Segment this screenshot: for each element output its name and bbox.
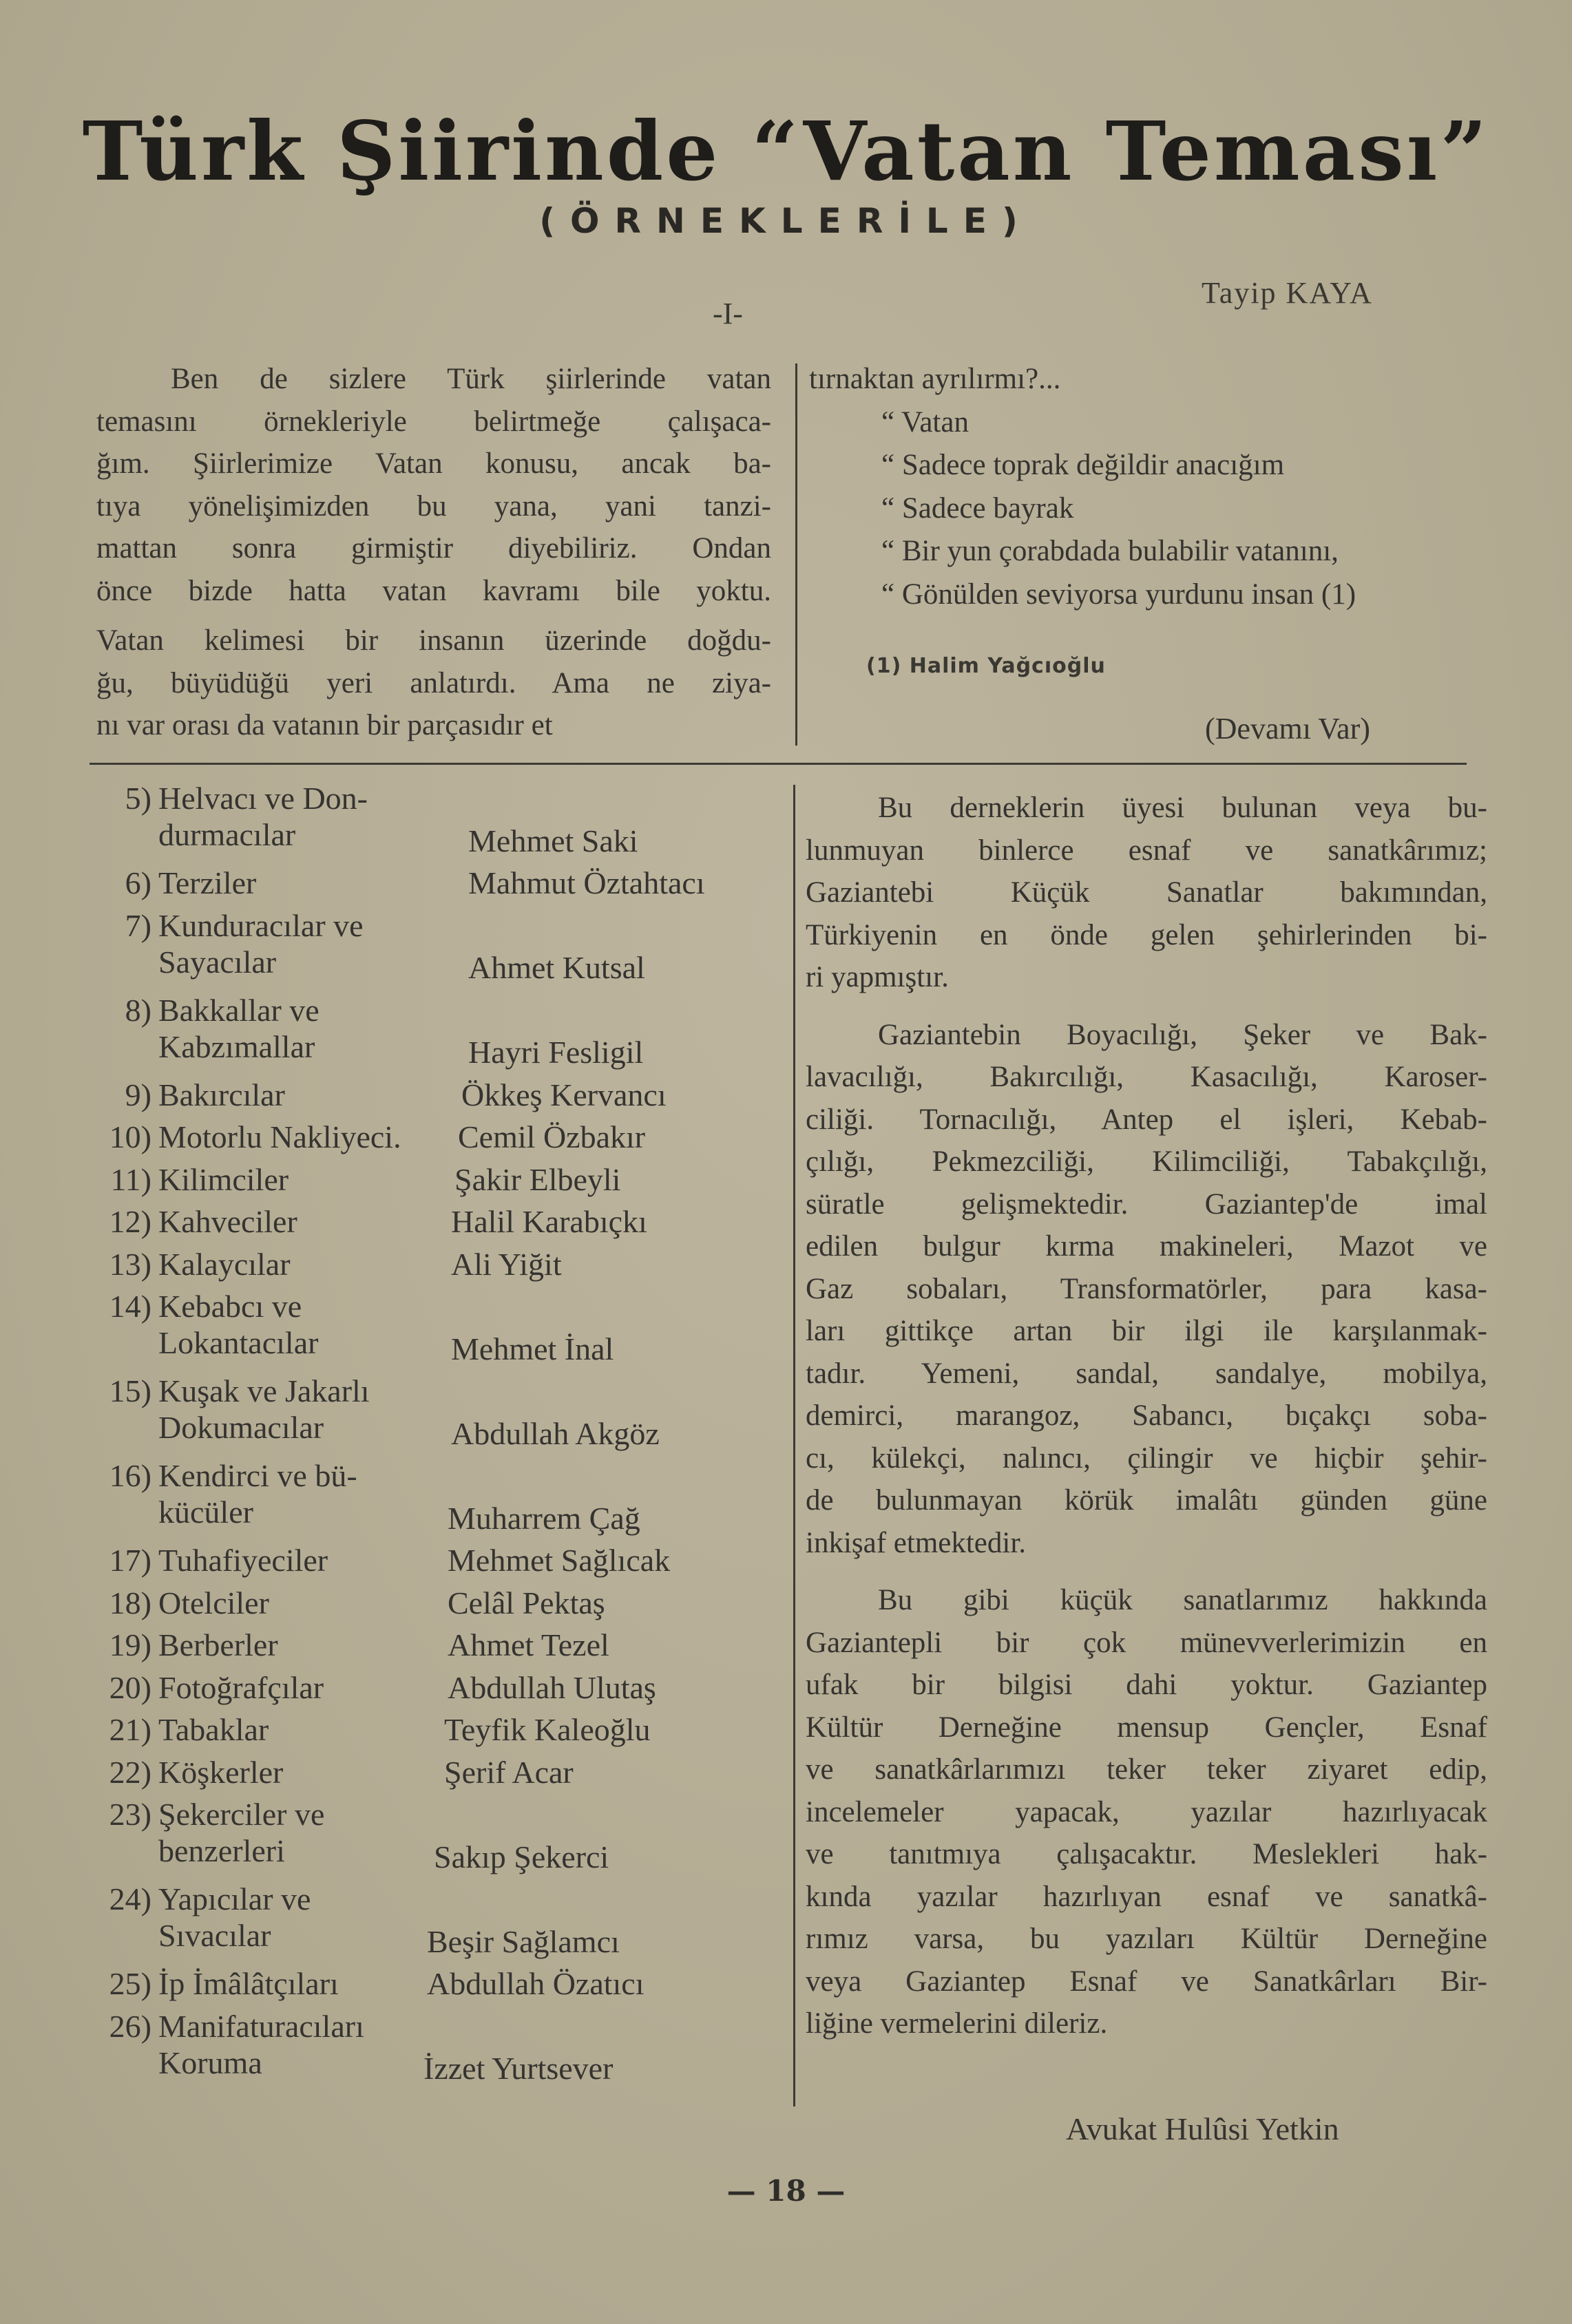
craft-line: Motorlu Nakliyeci. <box>158 1119 401 1154</box>
continued-note: (Devamı Var) <box>1205 712 1370 746</box>
member-name: Mehmet Sağlıcak <box>448 1543 671 1578</box>
text-line: de bulunmayan körük imalâtı günden güne <box>806 1484 1487 1517</box>
text-line: ğım. Şiirlerimize Vatan konusu, ancak ba- <box>96 447 771 480</box>
craft-line: Terziler <box>158 865 257 900</box>
craft-line: Kahveciler <box>158 1204 297 1239</box>
craft-line: Sıvacılar <box>158 1918 271 1953</box>
craft-name <box>158 1627 278 1663</box>
craft-name <box>158 1965 339 2002</box>
text-line: Türkiyenin en önde gelen şehirlerinden bi- <box>806 918 1487 951</box>
right-paragraph-1 <box>806 787 1487 999</box>
text-line: Bu derneklerin üyesi bulunan veya bu- <box>878 792 1487 824</box>
text-line: cı, külekçi, nalıncı, çilingir ve hiçbir şehir- <box>806 1441 1487 1475</box>
member-name: Ali Yiğit <box>451 1246 562 1282</box>
section-divider <box>90 763 1467 765</box>
text-line: veya Gaziantep Esnaf ve Sanatkârları Bir- <box>806 1965 1487 1998</box>
craft-line: Tuhafiyeciler <box>158 1543 328 1578</box>
craft-line: benzerleri <box>158 1833 285 1868</box>
craft-line: Lokantacılar <box>158 1325 319 1360</box>
craft-line: Kunduracılar ve <box>158 907 364 943</box>
member-name: Ahmet Kutsal <box>468 950 645 985</box>
craft-line: Tabaklar <box>158 1712 269 1747</box>
text-line: Bu gibi küçük sanatlarımız hakkında <box>878 1584 1487 1616</box>
article-author: Tayip KAYA <box>1202 276 1373 310</box>
craft-name <box>158 992 319 1065</box>
list-number: 9) <box>125 1077 151 1112</box>
text-line: ufak bir bilgisi dahi yoktur. Gaziantep <box>806 1669 1487 1701</box>
craft-line: Fotoğrafçılar <box>158 1669 324 1705</box>
craft-name <box>158 1711 269 1748</box>
craft-name <box>158 1246 291 1282</box>
poem-line: “ Vatan <box>881 405 969 439</box>
text-line: ları gittikçe artan bir ilgi ile karşılanmak- <box>806 1315 1487 1347</box>
poem-line: “ Gönülden seviyorsa yurdunu insan (1) <box>881 578 1356 611</box>
craft-line: İp İmâlâtçıları <box>158 1966 339 2001</box>
text-line: ve tanıtmıya çalışacaktır. Meslekleri hak- <box>806 1838 1487 1870</box>
craft-line: Kalaycılar <box>158 1246 291 1282</box>
list-number: 26) <box>109 2008 151 2044</box>
member-name: Beşir Sağlamcı <box>427 1923 620 1959</box>
craft-name <box>158 1669 324 1706</box>
right-paragraph-3 <box>806 1579 1487 2045</box>
text-line: ğu, büyüdüğü yeri anlatırdı. Ama ne ziya- <box>96 666 771 699</box>
craft-line: Sayacılar <box>158 944 277 980</box>
craft-name <box>158 1881 311 1954</box>
text-line: demirci, marangoz, Sabancı, bıçakçı soba- <box>806 1399 1487 1432</box>
member-name: Muharrem Çağ <box>448 1500 640 1536</box>
text-line: süratle gelişmektedir. Gaziantep'de imal <box>806 1187 1487 1221</box>
craft-line: Kendirci ve bü- <box>158 1458 357 1493</box>
text-line: Gaz sobaları, Transformatörler, para kasa- <box>806 1272 1487 1305</box>
article-title: Türk Şiirinde “Vatan Teması” <box>82 103 1490 199</box>
list-number: 7) <box>125 907 151 943</box>
list-number: 6) <box>125 865 151 900</box>
text-line: Gaziantebin Boyacılığı, Şeker ve Bak- <box>878 1018 1487 1051</box>
craft-name <box>158 1542 328 1578</box>
member-name: Hayri Fesligil <box>468 1035 644 1070</box>
text-line: ciliği. Tornacılığı, Antep el işleri, Kebab- <box>806 1103 1487 1136</box>
craft-line: Kebabcı ve <box>158 1289 302 1324</box>
list-number: 16) <box>109 1458 151 1493</box>
craft-name <box>158 907 364 980</box>
craft-name <box>158 1754 283 1790</box>
craft-line: Yapıcılar ve <box>158 1881 311 1916</box>
column-divider-top <box>795 363 797 746</box>
craft-line: durmacılar <box>158 817 296 852</box>
list-number: 17) <box>109 1543 151 1578</box>
member-name: Mehmet İnal <box>451 1331 614 1366</box>
text-line: önce bizde hatta vatan kavramı bile yoktu. <box>96 574 771 607</box>
craft-line: Kabzımallar <box>158 1028 315 1064</box>
craft-line: Berberler <box>158 1627 278 1662</box>
part-marker: -I- <box>713 297 743 330</box>
craft-line: kücüler <box>158 1494 253 1530</box>
member-name: Halil Karabıçkı <box>451 1204 647 1239</box>
craft-line: Manifaturacıları <box>158 2008 364 2044</box>
poem-line: “ Sadece toprak değildir anacığım <box>881 449 1285 481</box>
list-number: 18) <box>109 1585 151 1620</box>
craft-name <box>158 1203 297 1240</box>
member-name: İzzet Yurtsever <box>423 2051 614 2086</box>
craft-name <box>158 1373 370 1446</box>
text-line: tıya yönelişimizden bu yana, yani tanzi- <box>96 489 771 522</box>
text-line: lunmuyan binlerce esnaf ve sanatkârımız; <box>806 834 1487 867</box>
member-name: Sakıp Şekerci <box>434 1839 609 1874</box>
member-name: Ökkeş Kervancı <box>461 1077 667 1112</box>
list-number: 11) <box>110 1161 151 1197</box>
text-line: edilen bulgur kırma makineleri, Mazot ve <box>806 1230 1487 1263</box>
member-name: Mehmet Saki <box>468 823 638 858</box>
right-paragraph-2 <box>806 1014 1487 1565</box>
member-name: Celâl Pektaş <box>448 1585 605 1620</box>
signature: Avukat Hulûsi Yetkin <box>1066 2111 1339 2146</box>
list-number: 13) <box>109 1246 151 1282</box>
list-number: 14) <box>109 1289 151 1324</box>
member-name: Abdullah Özatıcı <box>427 1966 644 2001</box>
list-number: 8) <box>125 992 151 1028</box>
text-line: inkişaf etmektedir. <box>806 1526 1027 1559</box>
list-number: 20) <box>109 1669 151 1705</box>
text-line: kında yazılar hazırlıyan esnaf ve sanatkâ- <box>806 1880 1487 1913</box>
craft-line: Bakırcılar <box>158 1077 285 1112</box>
text-line: çılığı, Pekmezciliği, Kilimciliği, Tabakçılığı, <box>806 1145 1487 1178</box>
footnote: (1) Halim Yağcıoğlu <box>866 654 1106 678</box>
list-number: 22) <box>109 1754 151 1790</box>
text-line: liğine vermelerini dileriz. <box>806 2007 1108 2040</box>
craft-name <box>158 1077 285 1113</box>
craft-line: Kuşak ve Jakarlı <box>158 1373 370 1408</box>
craft-line: Dokumacılar <box>158 1410 324 1445</box>
craft-name <box>158 1288 318 1361</box>
text-line: Kültür Derneğine mensup Gençler, Esnaf <box>806 1711 1487 1744</box>
text-line: ri yapmıştır. <box>806 961 949 993</box>
member-name: Cemil Özbakır <box>458 1119 646 1154</box>
member-name: Şakir Elbeyli <box>454 1161 621 1197</box>
text-line: rımız varsa, bu yazıları Kültür Derneğine <box>806 1923 1487 1955</box>
text-line: ve sanatkârlarımızı teker teker ziyaret edip, <box>806 1753 1487 1786</box>
text-line: tadır. Yemeni, sandal, sandalye, mobilya, <box>806 1357 1487 1390</box>
craft-name <box>158 1161 289 1198</box>
craft-name <box>158 1796 324 1869</box>
poem <box>809 358 1356 616</box>
page-number: — 18 — <box>726 2174 846 2208</box>
member-name: Ahmet Tezel <box>448 1627 609 1662</box>
craft-line: Bakkallar ve <box>158 992 319 1028</box>
poem-line: “ Sadece bayrak <box>881 492 1074 525</box>
craft-name <box>158 1585 269 1621</box>
text-line: lavacılığı, Bakırcılığı, Kasacılığı, Karoser- <box>806 1061 1487 1093</box>
list-number: 5) <box>125 781 151 816</box>
craft-line: Kilimciler <box>158 1161 289 1197</box>
member-name: Teyfik Kaleoğlu <box>444 1712 651 1747</box>
article-paragraph-1 <box>96 358 771 612</box>
list-number: 19) <box>109 1627 151 1662</box>
text-line: temasını örnekleriyle belirtmeğe çalışaca- <box>96 405 771 438</box>
right-column-text <box>806 787 1487 2045</box>
list-number: 21) <box>109 1712 151 1747</box>
craft-line: Helvacı ve Don- <box>158 781 368 816</box>
text-line: Gaziantepli bir çok münevverlerimizin en <box>806 1626 1487 1659</box>
member-name: Abdullah Akgöz <box>451 1415 660 1451</box>
text-line: Gaziantebi Küçük Sanatlar bakımından, <box>806 876 1487 909</box>
member-name: Abdullah Ulutaş <box>448 1669 656 1705</box>
list-number: 15) <box>109 1373 151 1408</box>
craft-name <box>158 2008 364 2081</box>
text-line: nı var orası da vatanın bir parçasıdır et <box>96 709 553 741</box>
list-number: 25) <box>109 1966 151 2001</box>
member-name: Şerif Acar <box>444 1754 574 1790</box>
craft-line: Otelciler <box>158 1585 269 1620</box>
list-number: 10) <box>109 1119 151 1154</box>
poem-line: tırnaktan ayrılırmı?... <box>809 363 1061 395</box>
text-line: incelemeler yapacak, yazılar hazırlıyacak <box>806 1795 1487 1828</box>
text-line: Ben de sizlere Türk şiirlerinde vatan <box>171 363 771 395</box>
craft-name <box>158 1119 401 1155</box>
article-subtitle: (ÖRNEKLERİLE) <box>539 201 1033 241</box>
column-divider-bottom <box>793 785 795 2106</box>
craft-line: Koruma <box>158 2045 262 2080</box>
craft-name <box>158 865 256 901</box>
craft-line: Köşkerler <box>158 1754 284 1790</box>
craft-name <box>158 1457 357 1530</box>
craft-name <box>158 780 368 853</box>
poem-line: “ Bir yun çorabdada bulabilir vatanını, <box>881 535 1339 567</box>
list-number: 23) <box>109 1797 151 1832</box>
member-name: Mahmut Öztahtacı <box>468 865 705 900</box>
list-number: 12) <box>109 1204 151 1239</box>
list-number: 24) <box>109 1881 151 1916</box>
article-paragraph-2 <box>96 620 771 747</box>
text-line: Vatan kelimesi bir insanın üzerinde doğdu- <box>96 624 771 657</box>
text-line: mattan sonra girmiştir diyebiliriz. Ondan <box>96 532 771 564</box>
craft-line: Şekerciler ve <box>158 1797 325 1832</box>
